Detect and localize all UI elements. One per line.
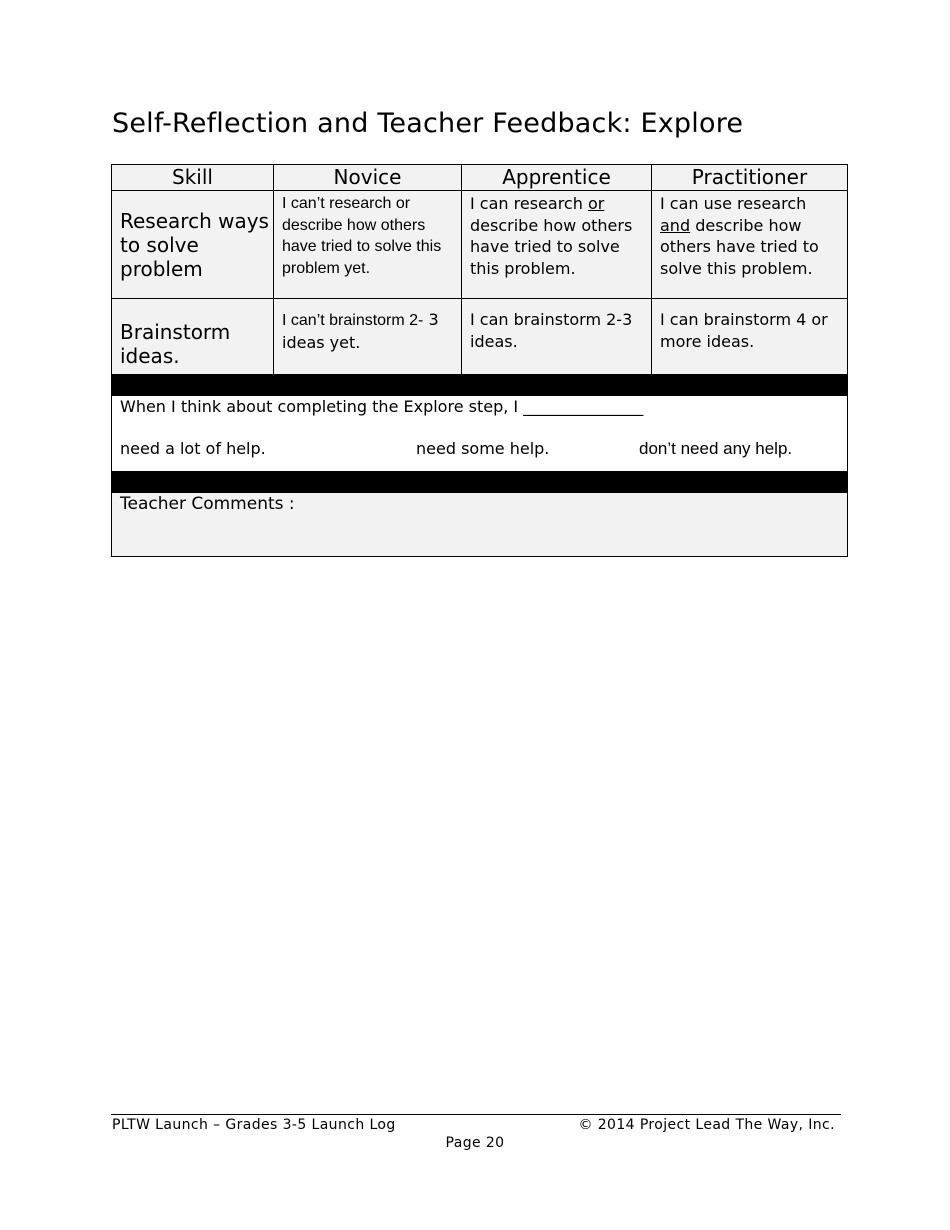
skill-brainstorm: Brainstorm ideas. [112, 299, 274, 375]
practitioner-research-text-1: I can use research [660, 194, 807, 213]
reflection-cell [112, 396, 848, 472]
comments-cell [112, 493, 848, 557]
divider-bar-cell [112, 375, 848, 396]
novice-brainstorm-text-1: I can’t brainstorm 2- [282, 312, 424, 329]
footer-copyright: © 2014 Project Lead The Way, Inc. [578, 1117, 835, 1133]
header-novice: Novice [274, 165, 462, 191]
skill-research: Research ways to solve problem [112, 191, 274, 299]
choice-some-help: need some help. [416, 439, 550, 458]
novice-research: I can’t research or describe how others have tried to solve this problem yet. [274, 191, 462, 299]
footer-left: PLTW Launch – Grades 3-5 Launch Log [112, 1117, 396, 1133]
rubric-row-research [112, 191, 848, 299]
page-title: Self-Reflection and Teacher Feedback: Explore [112, 108, 744, 139]
footer-divider [111, 1114, 841, 1115]
practitioner-research-emphasis: and [660, 215, 691, 235]
comments-row [112, 493, 848, 557]
reflection-row [112, 396, 848, 472]
header-apprentice: Apprentice [462, 165, 652, 191]
rubric-header-row [112, 165, 848, 191]
apprentice-research [462, 191, 652, 299]
divider-bar-2-cell [112, 472, 848, 493]
rubric-table [111, 164, 848, 557]
apprentice-brainstorm: I can brainstorm 2-3 ideas. [462, 299, 652, 375]
header-skill: Skill [112, 165, 274, 191]
practitioner-research [652, 191, 848, 299]
apprentice-research-emphasis: or [587, 194, 605, 213]
practitioner-research-text-2: describe how others have tried to solve this problem. [660, 215, 819, 278]
apprentice-research-text-1: I can research [470, 194, 588, 213]
practitioner-brainstorm: I can brainstorm 4 or more ideas. [652, 299, 848, 375]
choice-no-help: don’t need any help. [639, 439, 793, 458]
rubric-row-brainstorm [112, 299, 848, 375]
page-number: Page 20 [445, 1135, 505, 1151]
novice-brainstorm [274, 299, 462, 375]
apprentice-research-text-2: describe how others have tried to solve this problem. [470, 215, 633, 278]
choice-lot-of-help: need a lot of help. [120, 439, 266, 458]
divider-bar-2 [112, 472, 848, 493]
teacher-comments-label: Teacher Comments : [120, 494, 295, 514]
reflection-prompt: When I think about completing the Explore step, I _______________ [120, 397, 644, 416]
header-practitioner: Practitioner [652, 165, 848, 191]
divider-bar [112, 375, 848, 396]
novice-brainstorm-text-2: 3 ideas yet. [282, 310, 439, 352]
